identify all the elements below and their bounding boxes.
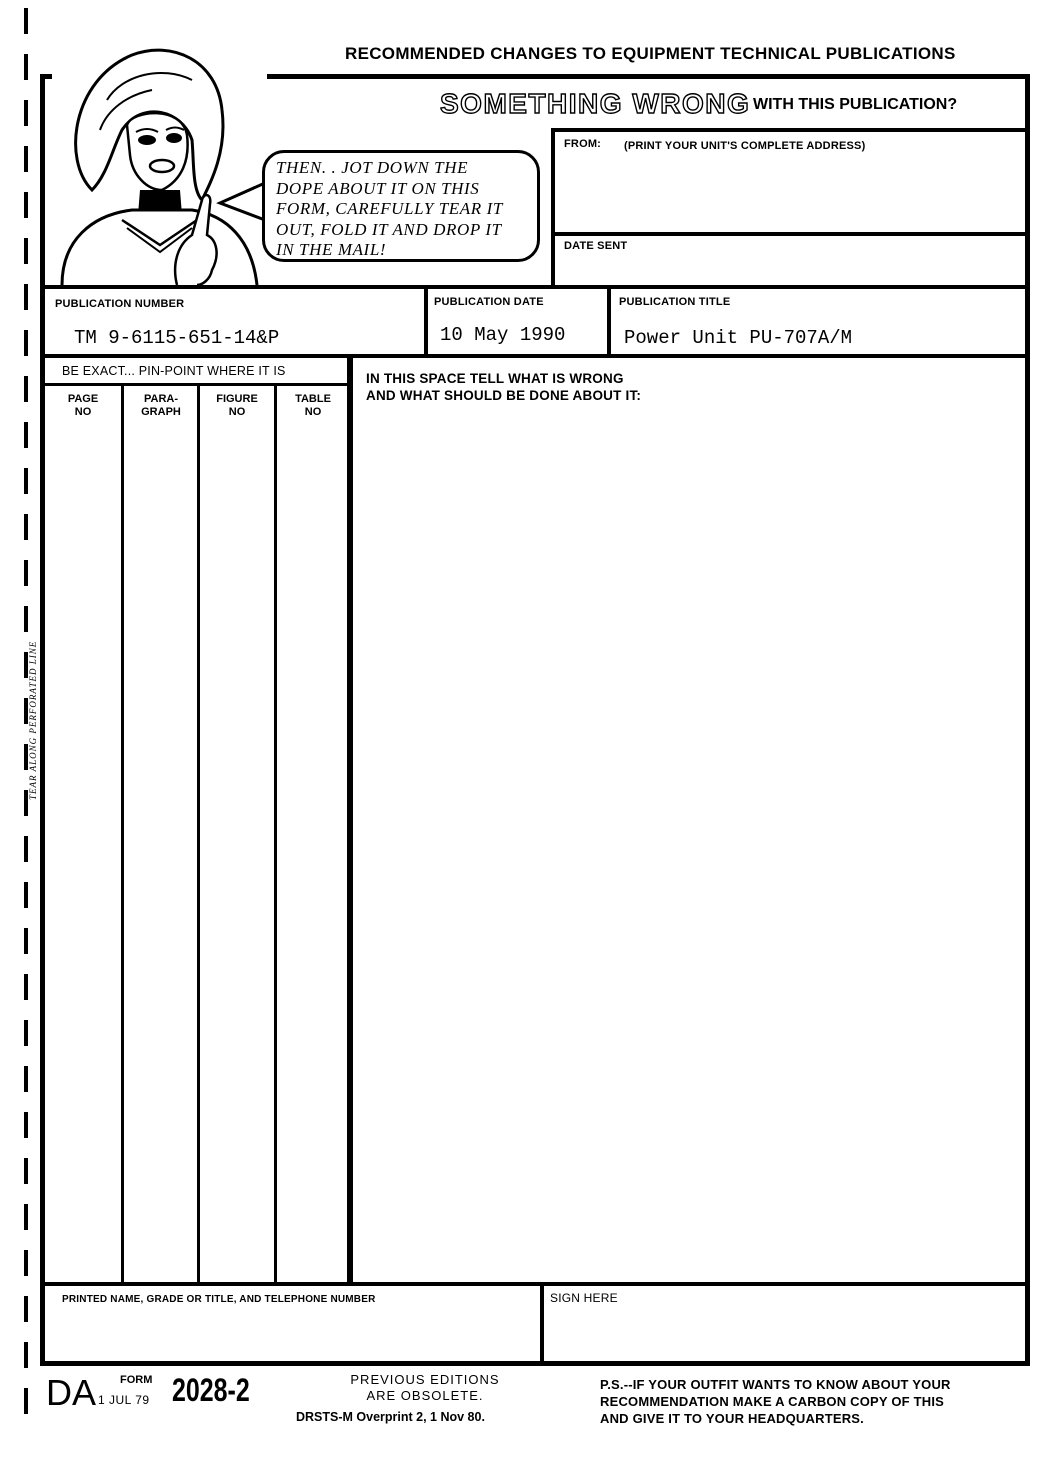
column-header-line: TABLE — [295, 393, 331, 405]
from-address-field[interactable] — [558, 155, 1024, 229]
column-header-figure — [200, 393, 274, 419]
ps-line: AND GIVE IT TO YOUR HEADQUARTERS. — [600, 1411, 864, 1426]
overprint-note: DRSTS-M Overprint 2, 1 Nov 80. — [296, 1410, 485, 1424]
bubble-line: THEN. . JOT DOWN THE — [276, 158, 469, 177]
column-header-line: PARA- — [143, 393, 178, 405]
previous-editions-note — [300, 1372, 550, 1404]
divider — [551, 128, 555, 286]
publication-title-value[interactable]: Power Unit PU-707A/M — [624, 327, 853, 349]
column-header-line: NO — [228, 406, 246, 418]
form-number: 2028-2 — [172, 1372, 250, 1408]
form-word: FORM — [120, 1374, 153, 1386]
bubble-line: OUT, FOLD IT AND DROP IT — [276, 219, 502, 239]
publication-number-value[interactable]: TM 9-6115-651-14&P — [74, 327, 280, 349]
publication-date-value[interactable]: 10 May 1990 — [440, 324, 566, 346]
column-header-line: GRAPH — [141, 406, 181, 418]
divider — [540, 1282, 544, 1362]
printed-name-field[interactable] — [48, 1310, 536, 1360]
ps-line: P.S.--IF YOUR OUTFIT WANTS TO KNOW ABOUT YOUR — [600, 1377, 951, 1392]
bubble-line: FORM, CAREFULLY TEAR IT — [276, 199, 503, 218]
ps-note — [600, 1376, 1020, 1427]
publication-date-label: PUBLICATION DATE — [434, 296, 544, 308]
tell-what-wrong-line1: IN THIS SPACE TELL WHAT IS WRONG — [366, 371, 624, 386]
from-label: FROM: — [564, 138, 602, 150]
sign-here-label: SIGN HERE — [550, 1291, 618, 1305]
page-no-field[interactable] — [45, 425, 121, 1283]
previous-editions-line: PREVIOUS EDITIONS — [350, 1372, 500, 1387]
table-no-field[interactable] — [277, 425, 347, 1283]
speech-bubble-text — [276, 158, 538, 261]
publication-title-label: PUBLICATION TITLE — [619, 296, 731, 308]
tell-what-wrong-line2: AND WHAT SHOULD BE DONE ABOUT IT: — [366, 388, 642, 403]
paragraph-field[interactable] — [124, 425, 197, 1283]
be-exact-label: BE EXACT... PIN-POINT WHERE IT IS — [62, 364, 286, 378]
cartoon-woman-illustration — [52, 40, 267, 285]
divider — [40, 383, 350, 386]
previous-editions-line: ARE OBSOLETE. — [366, 1388, 484, 1403]
column-header-line: FIGURE — [216, 393, 258, 405]
form-edition-date: 1 JUL 79 — [98, 1393, 150, 1407]
description-field[interactable] — [358, 410, 1024, 1282]
divider — [40, 1282, 1030, 1286]
divider — [607, 285, 611, 357]
tear-instruction: TEAR ALONG PERFORATED LINE — [28, 640, 38, 800]
divider — [551, 232, 1030, 236]
divider — [424, 285, 428, 357]
form-da-prefix: DA — [46, 1372, 97, 1413]
divider — [347, 357, 353, 1285]
ps-line: RECOMMENDATION MAKE A CARBON COPY OF THIS — [600, 1394, 945, 1409]
column-header-table — [277, 393, 349, 419]
divider — [40, 285, 1030, 289]
with-this-publication: WITH THIS PUBLICATION? — [753, 96, 958, 113]
column-header-line: PAGE — [67, 393, 99, 405]
publication-number-label: PUBLICATION NUMBER — [55, 298, 185, 310]
figure-no-field[interactable] — [200, 425, 274, 1283]
divider — [40, 354, 1030, 358]
column-header-paragraph — [124, 393, 198, 419]
bubble-line: DOPE ABOUT IT ON THIS — [276, 178, 480, 198]
column-header-line: NO — [74, 406, 92, 418]
divider — [551, 128, 1030, 132]
date-sent-field[interactable] — [558, 255, 1024, 283]
something-wrong-headline: SOMETHING WRONG — [440, 88, 751, 119]
printed-name-label: PRINTED NAME, GRADE OR TITLE, AND TELEPHONE NUMBER — [62, 1294, 376, 1305]
column-header-line: NO — [304, 406, 322, 418]
signature-field[interactable] — [548, 1310, 1024, 1360]
bubble-line: IN THE MAIL! — [276, 240, 387, 259]
from-hint: (PRINT YOUR UNIT'S COMPLETE ADDRESS) — [624, 140, 866, 152]
form-title: RECOMMENDED CHANGES TO EQUIPMENT TECHNICAL PUBLICATIONS — [345, 44, 956, 63]
column-header-page — [45, 393, 121, 419]
date-sent-label: DATE SENT — [564, 240, 628, 252]
